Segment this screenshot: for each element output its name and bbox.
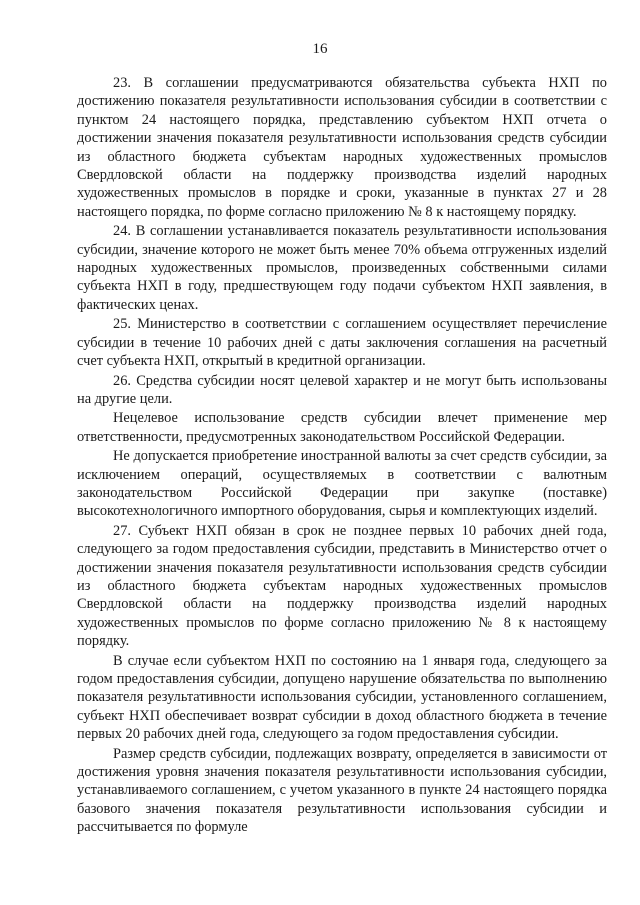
document-body	[77, 74, 607, 837]
paragraph-26-misuse: Нецелевое использование средств субсидии влечет применение мер ответственности, предусмотренных законодательством Российской Федерации.	[77, 410, 607, 445]
paragraph-24: 24. В соглашении устанавливается показатель результативности использования субсидии, значение которого не может быть менее 70% объема отгруженных изделий народных художественных промыслов, произведенных собственными силами субъекта НХП в году, предшествующем году подачи субъектом НХП заявления, в фактических ценах.	[77, 223, 607, 313]
paragraph-26-currency: Не допускается приобретение иностранной валюты за счет средств субсидии, за исключением операций, осуществляемых в соответствии с валютным законодательством Российской Федерации при закупке (поставке) высокотехнологичного импортного оборудования, сырья и комплектующих изделий.	[77, 448, 607, 520]
paragraph-27-violation: В случае если субъектом НХП по состоянию на 1 января года, следующего за годом предоставления субсидии, допущено нарушение обязательства по выполнению показателя результативности использования субсидии, установленного соглашением, субъект НХП обеспечивает возврат субсидии в доход областного бюджета в течение первых 20 рабочих дней года, следующего за годом предоставления субсидии.	[77, 652, 607, 743]
paragraph-27: 27. Субъект НХП обязан в срок не позднее первых 10 рабочих дней года, следующего за годом предоставления субсидии, представить в Министерство отчет о достижении значения показателя результативности использования средств субсидии из областного бюджета субъектам народных художественных промыслов Свердловской области на поддержку производства изделий народных художественных промыслов по форме согласно приложению № 8 к настоящему порядку.	[77, 522, 607, 650]
page-number: 16	[312, 41, 328, 57]
paragraph-23: 23. В соглашении предусматриваются обязательства субъекта НХП по достижению показателя результативности использования субсидии в соответствии с пунктом 24 настоящего порядка, представлению субъектом НХП отчета о достижении значения показателя результативности использования средств субсидии из областного бюджета субъектам народных художественных промыслов Свердловской области на поддержку производства изделий народных художественных промыслов в порядке и сроки, указанные в пунктах 27 и 28 настоящего порядка, по форме согласно приложению № 8 к настоящему порядку.	[77, 75, 607, 220]
paragraph-25: 25. Министерство в соответствии с соглашением осуществляет перечисление субсидии в течение 10 рабочих дней с даты заключения соглашения на расчетный счет субъекта НХП, открытый в кредитной организации.	[77, 316, 607, 370]
paragraph-26: 26. Средства субсидии носят целевой характер и не могут быть использованы на другие цели.	[77, 372, 607, 407]
paragraph-27-refund-amount: Размер средств субсидии, подлежащих возврату, определяется в зависимости от достижения уровня значения показателя результативности использования субсидии, устанавливаемого соглашением, с учетом указанного в пункте 24 настоящего порядка базового значения показателя результативности использования субсидии и рассчитывается по формуле	[77, 745, 607, 836]
